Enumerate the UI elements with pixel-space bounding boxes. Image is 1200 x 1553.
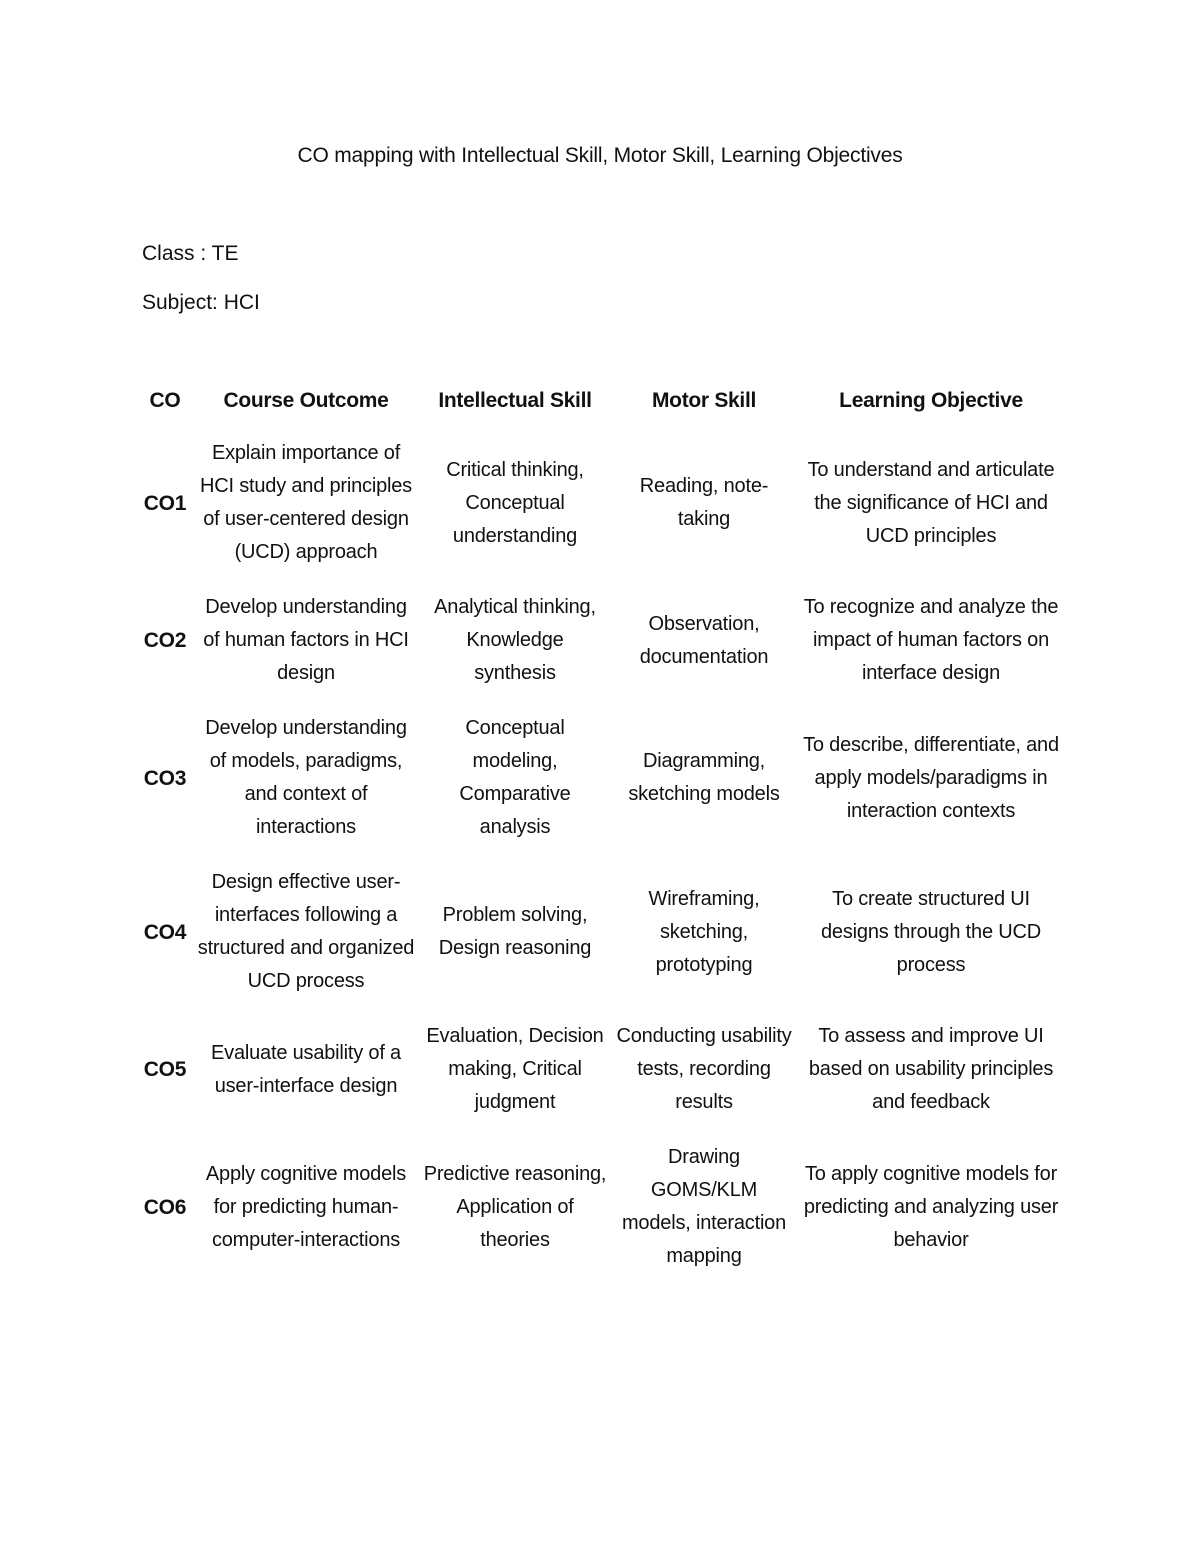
learning-objective-cell: To describe, differentiate, and apply models/paradigms in interaction contexts bbox=[803, 733, 1059, 822]
header-intellectual-skill: Intellectual Skill bbox=[438, 389, 592, 412]
motor-skill-cell: Diagramming, sketching models bbox=[628, 750, 780, 805]
co-code: CO3 bbox=[143, 766, 187, 790]
co-code: CO2 bbox=[143, 629, 187, 652]
motor-skill-cell: Wireframing, sketching, prototyping bbox=[648, 887, 760, 976]
intellectual-skill-cell: Predictive reasoning, Application of theories bbox=[423, 1162, 607, 1251]
learning-objective-cell: To understand and articulate the significance of HCI and UCD principles bbox=[807, 458, 1055, 547]
intellectual-skill-cell: Analytical thinking, Knowledge synthesis bbox=[434, 596, 596, 684]
learning-objective-cell: To assess and improve UI based on usability principles and feedback bbox=[808, 1025, 1054, 1113]
co-mapping-table bbox=[137, 379, 1065, 1290]
table-row bbox=[137, 1136, 1065, 1290]
learning-objective-cell: To recognize and analyze the impact of human factors on interface design bbox=[803, 596, 1059, 684]
table-row bbox=[137, 1015, 1065, 1136]
co-code: CO6 bbox=[143, 1195, 187, 1219]
motor-skill-cell: Conducting usability tests, recording results bbox=[616, 1025, 792, 1113]
header-motor-skill: Motor Skill bbox=[651, 389, 757, 412]
intellectual-skill-cell: Evaluation, Decision making, Critical judgment bbox=[426, 1025, 604, 1113]
header-learning-objective: Learning Objective bbox=[839, 389, 1023, 412]
motor-skill-cell: Observation, documentation bbox=[639, 612, 769, 668]
course-outcome-cell: Design effective user-interfaces following a structured and organized UCD process bbox=[197, 871, 415, 992]
subject-line: Subject: HCI bbox=[142, 291, 260, 314]
co-code: CO1 bbox=[143, 491, 187, 515]
learning-objective-cell: To apply cognitive models for predicting and analyzing user behavior bbox=[803, 1162, 1059, 1251]
course-outcome-cell: Apply cognitive models for predicting human-computer-interactions bbox=[205, 1162, 407, 1251]
intellectual-skill-cell: Conceptual modeling, Comparative analysis bbox=[459, 717, 571, 838]
course-outcome-cell: Develop understanding of human factors in HCI design bbox=[203, 596, 409, 684]
motor-skill-cell: Reading, note-taking bbox=[639, 475, 769, 530]
header-co: CO bbox=[149, 389, 181, 412]
table-row bbox=[137, 707, 1065, 861]
intellectual-skill-cell: Problem solving, Design reasoning bbox=[438, 904, 592, 959]
table-header-row bbox=[137, 379, 1065, 423]
course-outcome-cell: Evaluate usability of a user-interface design bbox=[211, 1041, 401, 1097]
intellectual-skill-cell: Critical thinking, Conceptual understanding bbox=[446, 458, 584, 547]
learning-objective-cell: To create structured UI designs through the UCD process bbox=[821, 887, 1041, 976]
document-title: CO mapping with Intellectual Skill, Motor Skill, Learning Objectives bbox=[297, 144, 903, 167]
course-outcome-cell: Develop understanding of models, paradigms, and context of interactions bbox=[205, 717, 407, 838]
table-row bbox=[137, 423, 1065, 586]
table-row bbox=[137, 586, 1065, 707]
header-course-outcome: Course Outcome bbox=[223, 389, 389, 412]
table-row bbox=[137, 861, 1065, 1015]
course-outcome-cell: Explain importance of HCI study and principles of user-centered design (UCD) approach bbox=[200, 442, 412, 563]
co-code: CO5 bbox=[143, 1058, 187, 1081]
motor-skill-cell: Drawing GOMS/KLM models, interaction mapping bbox=[621, 1146, 787, 1267]
class-line: Class : TE bbox=[142, 242, 239, 265]
co-code: CO4 bbox=[143, 920, 187, 944]
